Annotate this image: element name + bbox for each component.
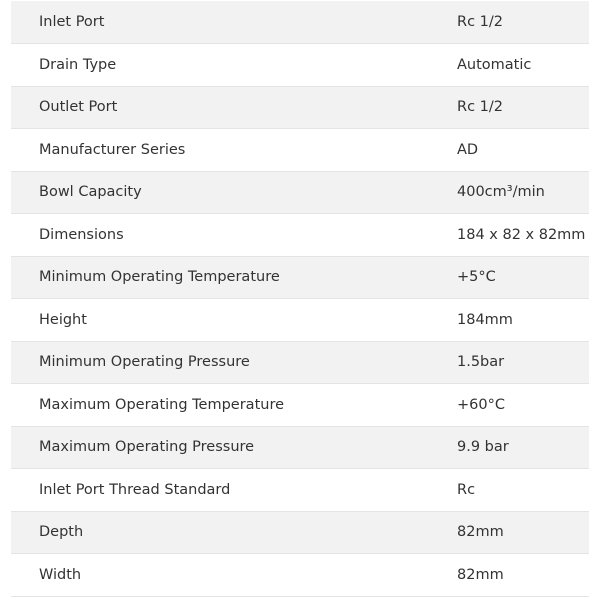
spec-value: +5°C [429, 256, 589, 299]
spec-label: Inlet Port [11, 1, 429, 44]
spec-value: 1.5bar [429, 341, 589, 384]
spec-label: Minimum Operating Pressure [11, 341, 429, 384]
spec-value: Rc [429, 469, 589, 512]
spec-label: Maximum Operating Temperature [11, 384, 429, 427]
spec-label: Depth [11, 511, 429, 554]
table-row [11, 469, 589, 512]
spec-label: Dimensions [11, 214, 429, 257]
table-row [11, 44, 589, 87]
spec-value: 184 x 82 x 82mm [429, 214, 589, 257]
table-row [11, 256, 589, 299]
spec-value: 82mm [429, 511, 589, 554]
specifications-table [11, 1, 589, 597]
table-row [11, 129, 589, 172]
spec-label: Bowl Capacity [11, 171, 429, 214]
table-row [11, 1, 589, 44]
spec-label: Manufacturer Series [11, 129, 429, 172]
table-row [11, 426, 589, 469]
table-row [11, 384, 589, 427]
spec-label: Drain Type [11, 44, 429, 87]
table-row [11, 511, 589, 554]
spec-value: 82mm [429, 554, 589, 597]
spec-value: 400cm³/min [429, 171, 589, 214]
table-row [11, 86, 589, 129]
spec-value: Rc 1/2 [429, 86, 589, 129]
table-row [11, 554, 589, 597]
spec-value: Rc 1/2 [429, 1, 589, 44]
spec-label: Minimum Operating Temperature [11, 256, 429, 299]
table-row [11, 299, 589, 342]
spec-label: Maximum Operating Pressure [11, 426, 429, 469]
spec-value: 184mm [429, 299, 589, 342]
specifications-body [11, 1, 589, 596]
spec-label: Inlet Port Thread Standard [11, 469, 429, 512]
spec-value: AD [429, 129, 589, 172]
spec-value: +60°C [429, 384, 589, 427]
spec-label: Width [11, 554, 429, 597]
table-row [11, 341, 589, 384]
spec-label: Outlet Port [11, 86, 429, 129]
table-row [11, 171, 589, 214]
spec-value: Automatic [429, 44, 589, 87]
spec-label: Height [11, 299, 429, 342]
spec-value: 9.9 bar [429, 426, 589, 469]
table-row [11, 214, 589, 257]
